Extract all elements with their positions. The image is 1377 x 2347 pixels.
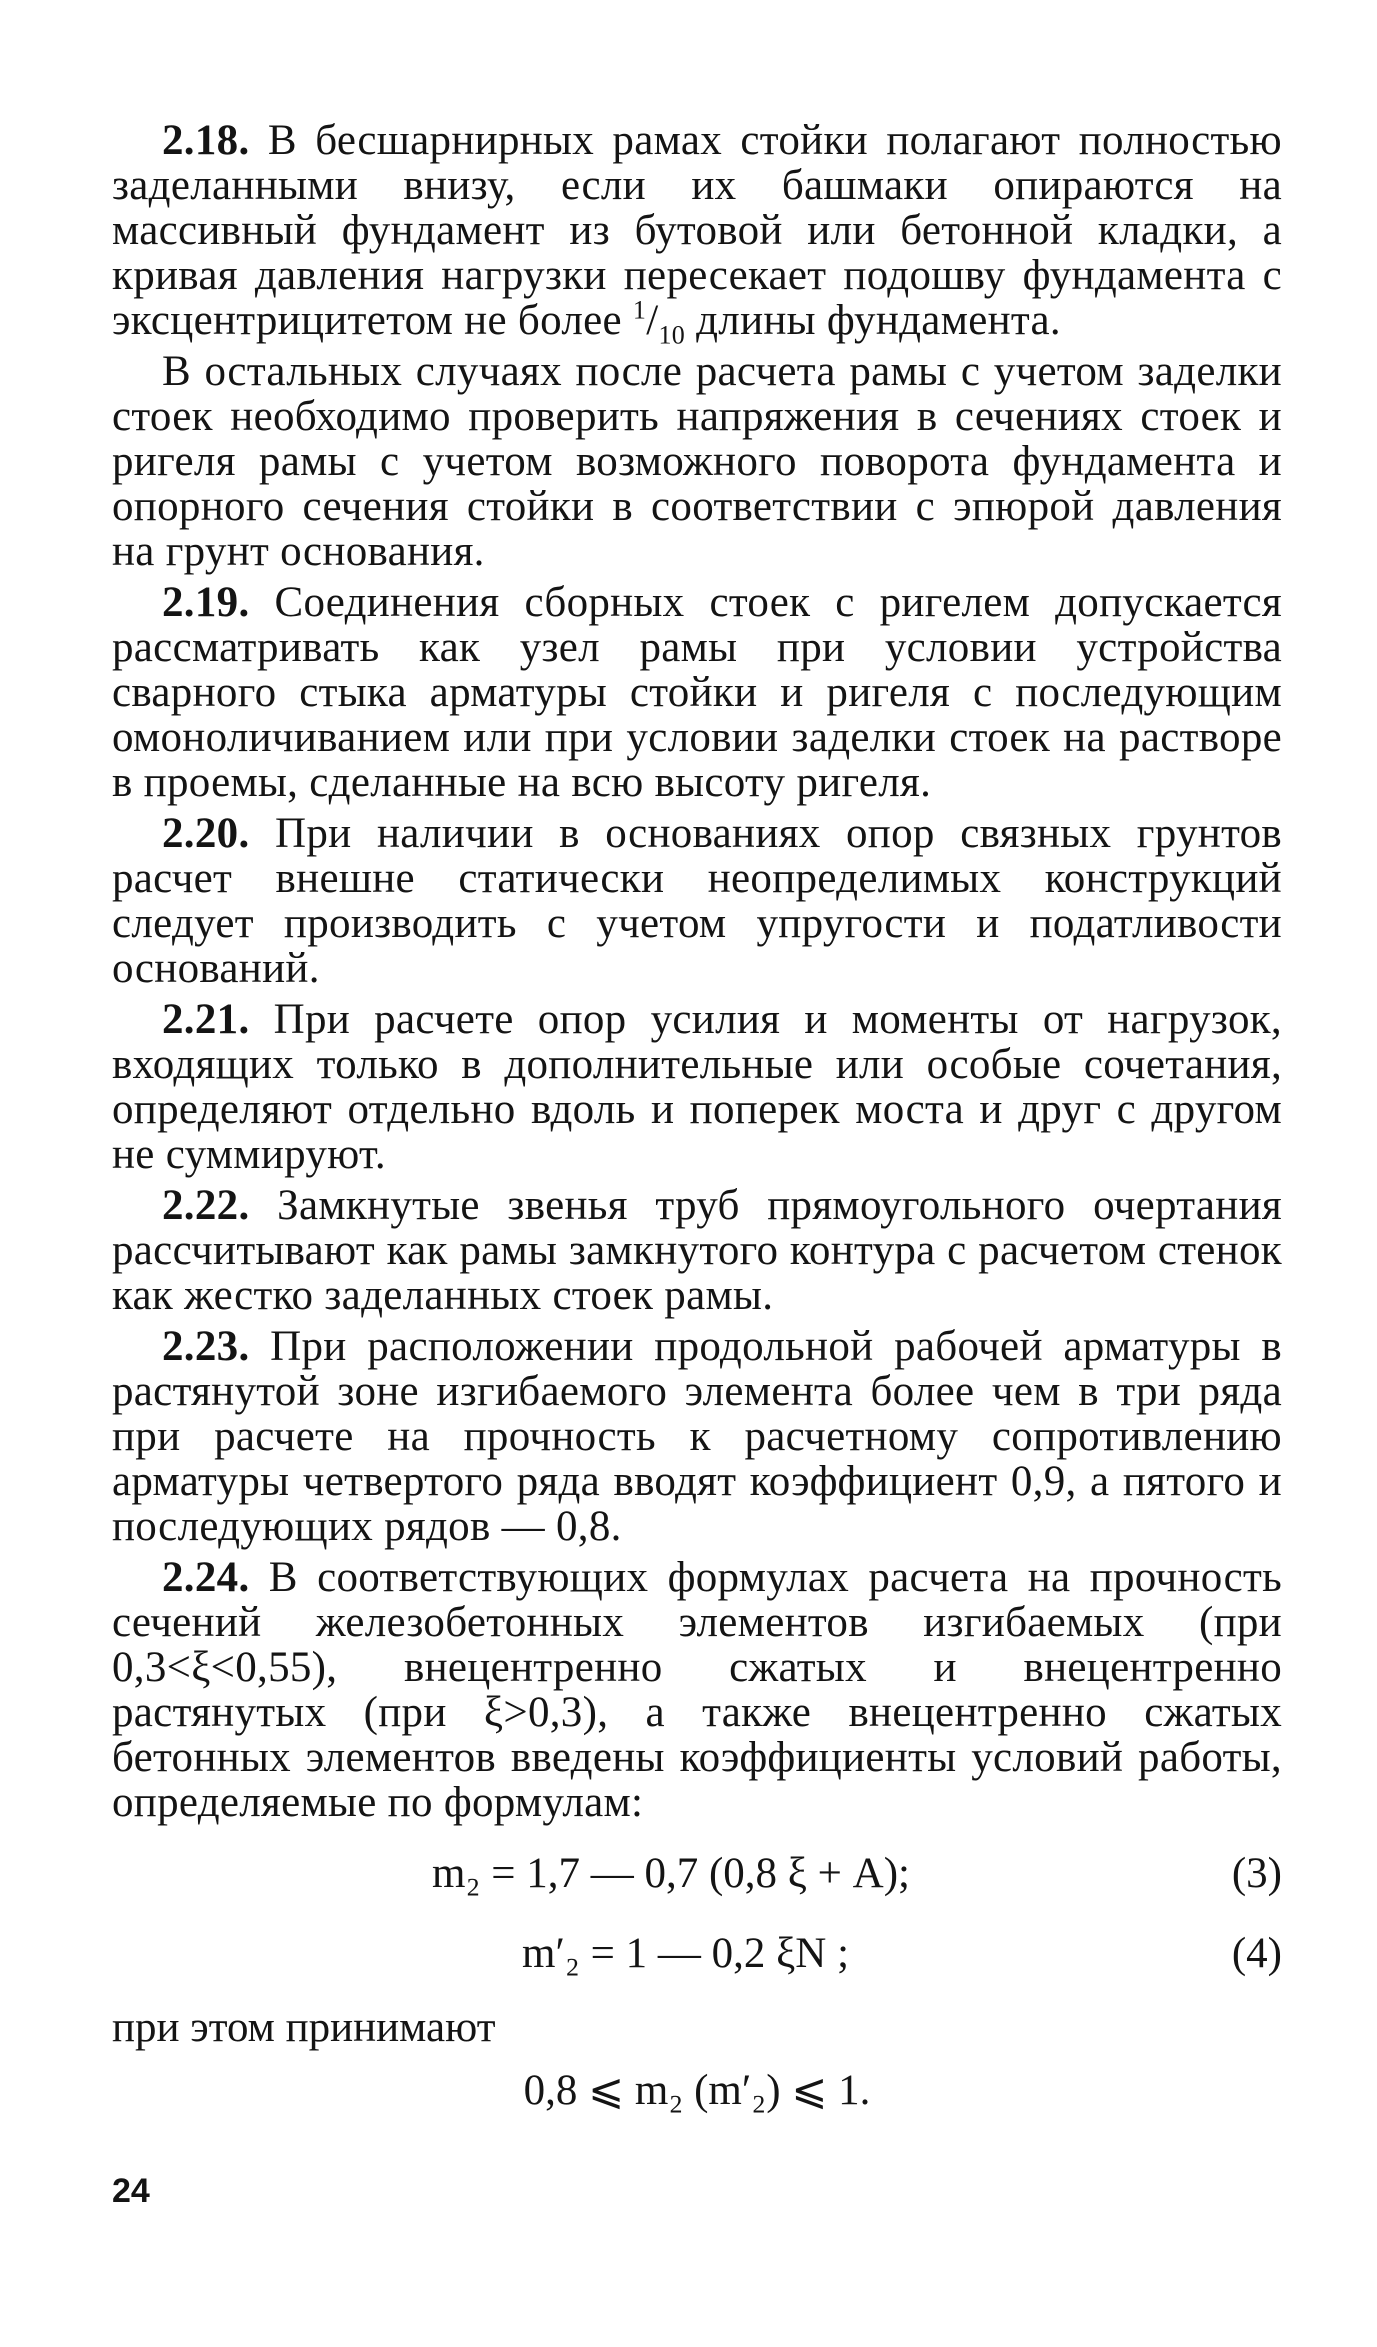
- formula-block: [112, 1835, 1282, 2005]
- equation-number-3: (3): [1231, 1850, 1282, 1897]
- clause-number: 2.20.: [162, 810, 250, 857]
- paragraph-2-18-continued: [112, 349, 1282, 574]
- paragraph-2-24: [112, 1555, 1282, 1825]
- accept-text: при этом принимают: [112, 2004, 496, 2051]
- paragraph-2-19: [112, 580, 1282, 805]
- paragraph-2-18: [112, 117, 1282, 350]
- document-page: [112, 118, 1282, 2113]
- formula-4: m′₂ = 1 — 0,2 ξN ;: [522, 1930, 850, 1977]
- clause-number: 2.21.: [162, 996, 250, 1043]
- paragraph-text-tail: длины фундамента.: [685, 297, 1061, 344]
- clause-number: 2.19.: [162, 579, 250, 626]
- clause-number: 2.18.: [162, 117, 250, 164]
- page-number: 24: [112, 2172, 150, 2210]
- clause-number: 2.24.: [162, 1554, 250, 1601]
- paragraph-text: В соответствующих формулах расчета на прочность сечений железобетонных элементов изгибаемых (при 0,3<ξ<0,55), внецентренно сжатых и внецентренно растянутых (при ξ>0,3), а также внецентренно сжатых бетонных элементов введены коэффициенты условий работы, определяемые по формулам:: [112, 1554, 1282, 1826]
- paragraph-2-21: [112, 997, 1282, 1177]
- paragraph-text: В бесшарнирных рамах стойки полагают полностью заделанными внизу, если их башмаки опираются на массивный фундамент из бутовой или бетонной кладки, а кривая давления нагрузки пересекает подошву фундамента с эксцентрицитетом не более: [112, 117, 1282, 344]
- clause-number: 2.23.: [162, 1323, 250, 1370]
- paragraph-text: Соединения сборных стоек с ригелем допускается рассматривать как узел рамы при условии устройства сварного стыка арматуры стойки и ригеля с последующим омоноличиванием или при условии заделки стоек на растворе в проемы, сделанные на всю высоту ригеля.: [112, 579, 1282, 806]
- paragraph-text: В остальных случаях после расчета рамы с учетом заделки стоек необходимо проверить напряжения в сечениях стоек и ригеля рамы с учетом возможного поворота фундамента и опорного сечения стойки в соответствии с эпюрой давления на грунт основания.: [112, 348, 1282, 575]
- paragraph-text: При расчете опор усилия и моменты от нагрузок, входящих только в дополнительные или особые сочетания, определяют отдельно вдоль и поперек моста и друг с другом не суммируют.: [112, 996, 1282, 1178]
- paragraph-text: При расположении продольной рабочей арматуры в растянутой зоне изгибаемого элемента более чем в три ряда при расчете на прочность к расчетному сопротивлению арматуры четвертого ряда вводят коэффициент 0,9, а пятого и последующих рядов — 0,8.: [112, 1323, 1282, 1550]
- fraction-denominator: 10: [658, 320, 686, 350]
- paragraph-2-23: [112, 1324, 1282, 1549]
- constraint-formula: 0,8 ⩽ m₂ (m′₂) ⩽ 1.: [523, 2067, 871, 2114]
- paragraph-text: Замкнутые звенья труб прямоугольного очертания рассчитывают как рамы замкнутого контура с расчетом стенок как жестко заделанных стоек рамы.: [112, 1182, 1282, 1319]
- fraction-slash: /: [646, 297, 659, 344]
- paragraph-text: При наличии в основаниях опор связных грунтов расчет внешне статически неопределимых конструкций следует производить с учетом упругости и податливости оснований.: [112, 810, 1282, 992]
- paragraph-2-22: [112, 1183, 1282, 1318]
- formula-3: m₂ = 1,7 — 0,7 (0,8 ξ + A);: [432, 1850, 910, 1897]
- equation-number-4: (4): [1231, 1930, 1282, 1977]
- fraction-numerator: 1: [632, 295, 647, 325]
- paragraph-2-20: [112, 811, 1282, 991]
- clause-number: 2.22.: [162, 1182, 250, 1229]
